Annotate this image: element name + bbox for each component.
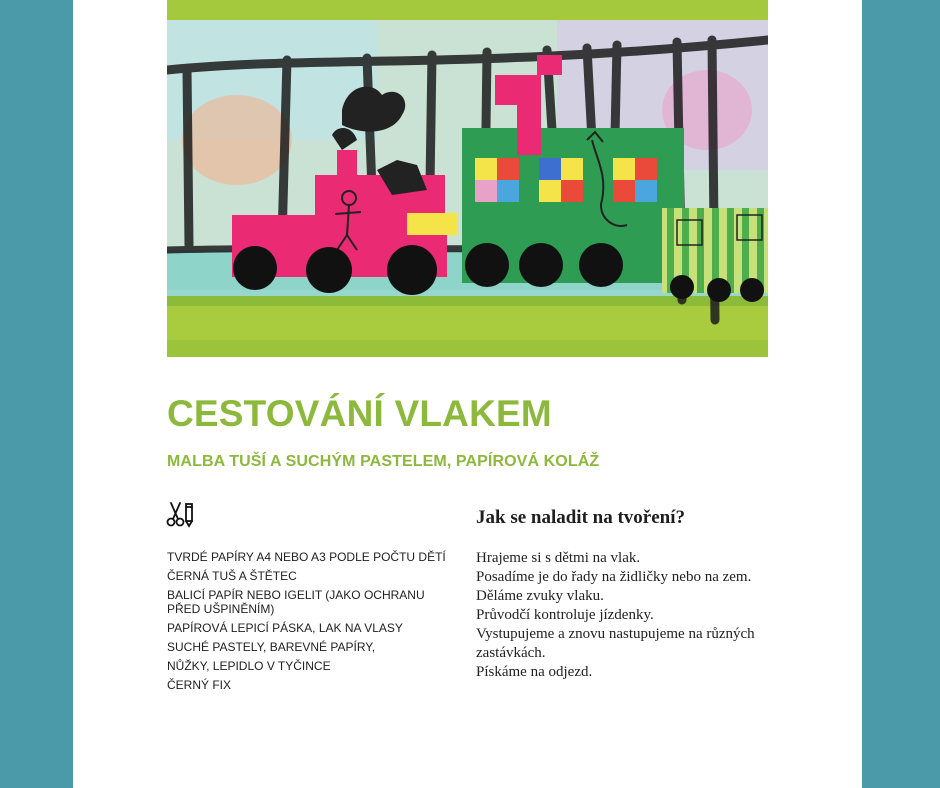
document-page <box>73 0 862 788</box>
list-item: PAPÍROVÁ LEPICÍ PÁSKA, LAK NA VLASY <box>167 621 403 635</box>
list-item: ČERNÝ FIX <box>167 678 232 692</box>
list-item: Průvodčí kontroluje jízdenky. <box>476 607 654 623</box>
list-item: Vystupujeme a znovu nastupujeme na různých zastávkách. <box>476 626 755 661</box>
page-subtitle: MALBA TUŠÍ A SUCHÝM PASTELEM, PAPÍROVÁ KOLÁŽ <box>167 453 600 470</box>
list-item: NŮŽKY, LEPIDLO V TYČINCE <box>167 659 331 673</box>
list-item: SUCHÉ PASTELY, BAREVNÉ PAPÍRY, <box>167 640 376 654</box>
list-item: BALICÍ PAPÍR NEBO IGELIT (JAKO OCHRANU PŘED UŠPINĚNÍM) <box>167 588 425 616</box>
list-item: Hrajeme si s dětmi na vlak. <box>476 550 641 566</box>
list-item: Posadíme je do řady na židličky nebo na zem. <box>476 569 752 585</box>
tune-in-steps <box>476 549 761 682</box>
page-title: CESTOVÁNÍ VLAKEM <box>167 393 552 434</box>
scissors-and-pencil-icon <box>166 500 196 528</box>
train-artwork-image <box>167 0 768 357</box>
list-item: Pískáme na odjezd. <box>476 664 593 680</box>
tune-in-heading: Jak se naladit na tvoření? <box>476 507 686 528</box>
materials-list <box>167 550 457 697</box>
list-item: TVRDÉ PAPÍRY A4 NEBO A3 PODLE POČTU DĚTÍ <box>167 550 446 564</box>
list-item: Děláme zvuky vlaku. <box>476 588 604 604</box>
list-item: ČERNÁ TUŠ A ŠTĚTEC <box>167 569 297 583</box>
